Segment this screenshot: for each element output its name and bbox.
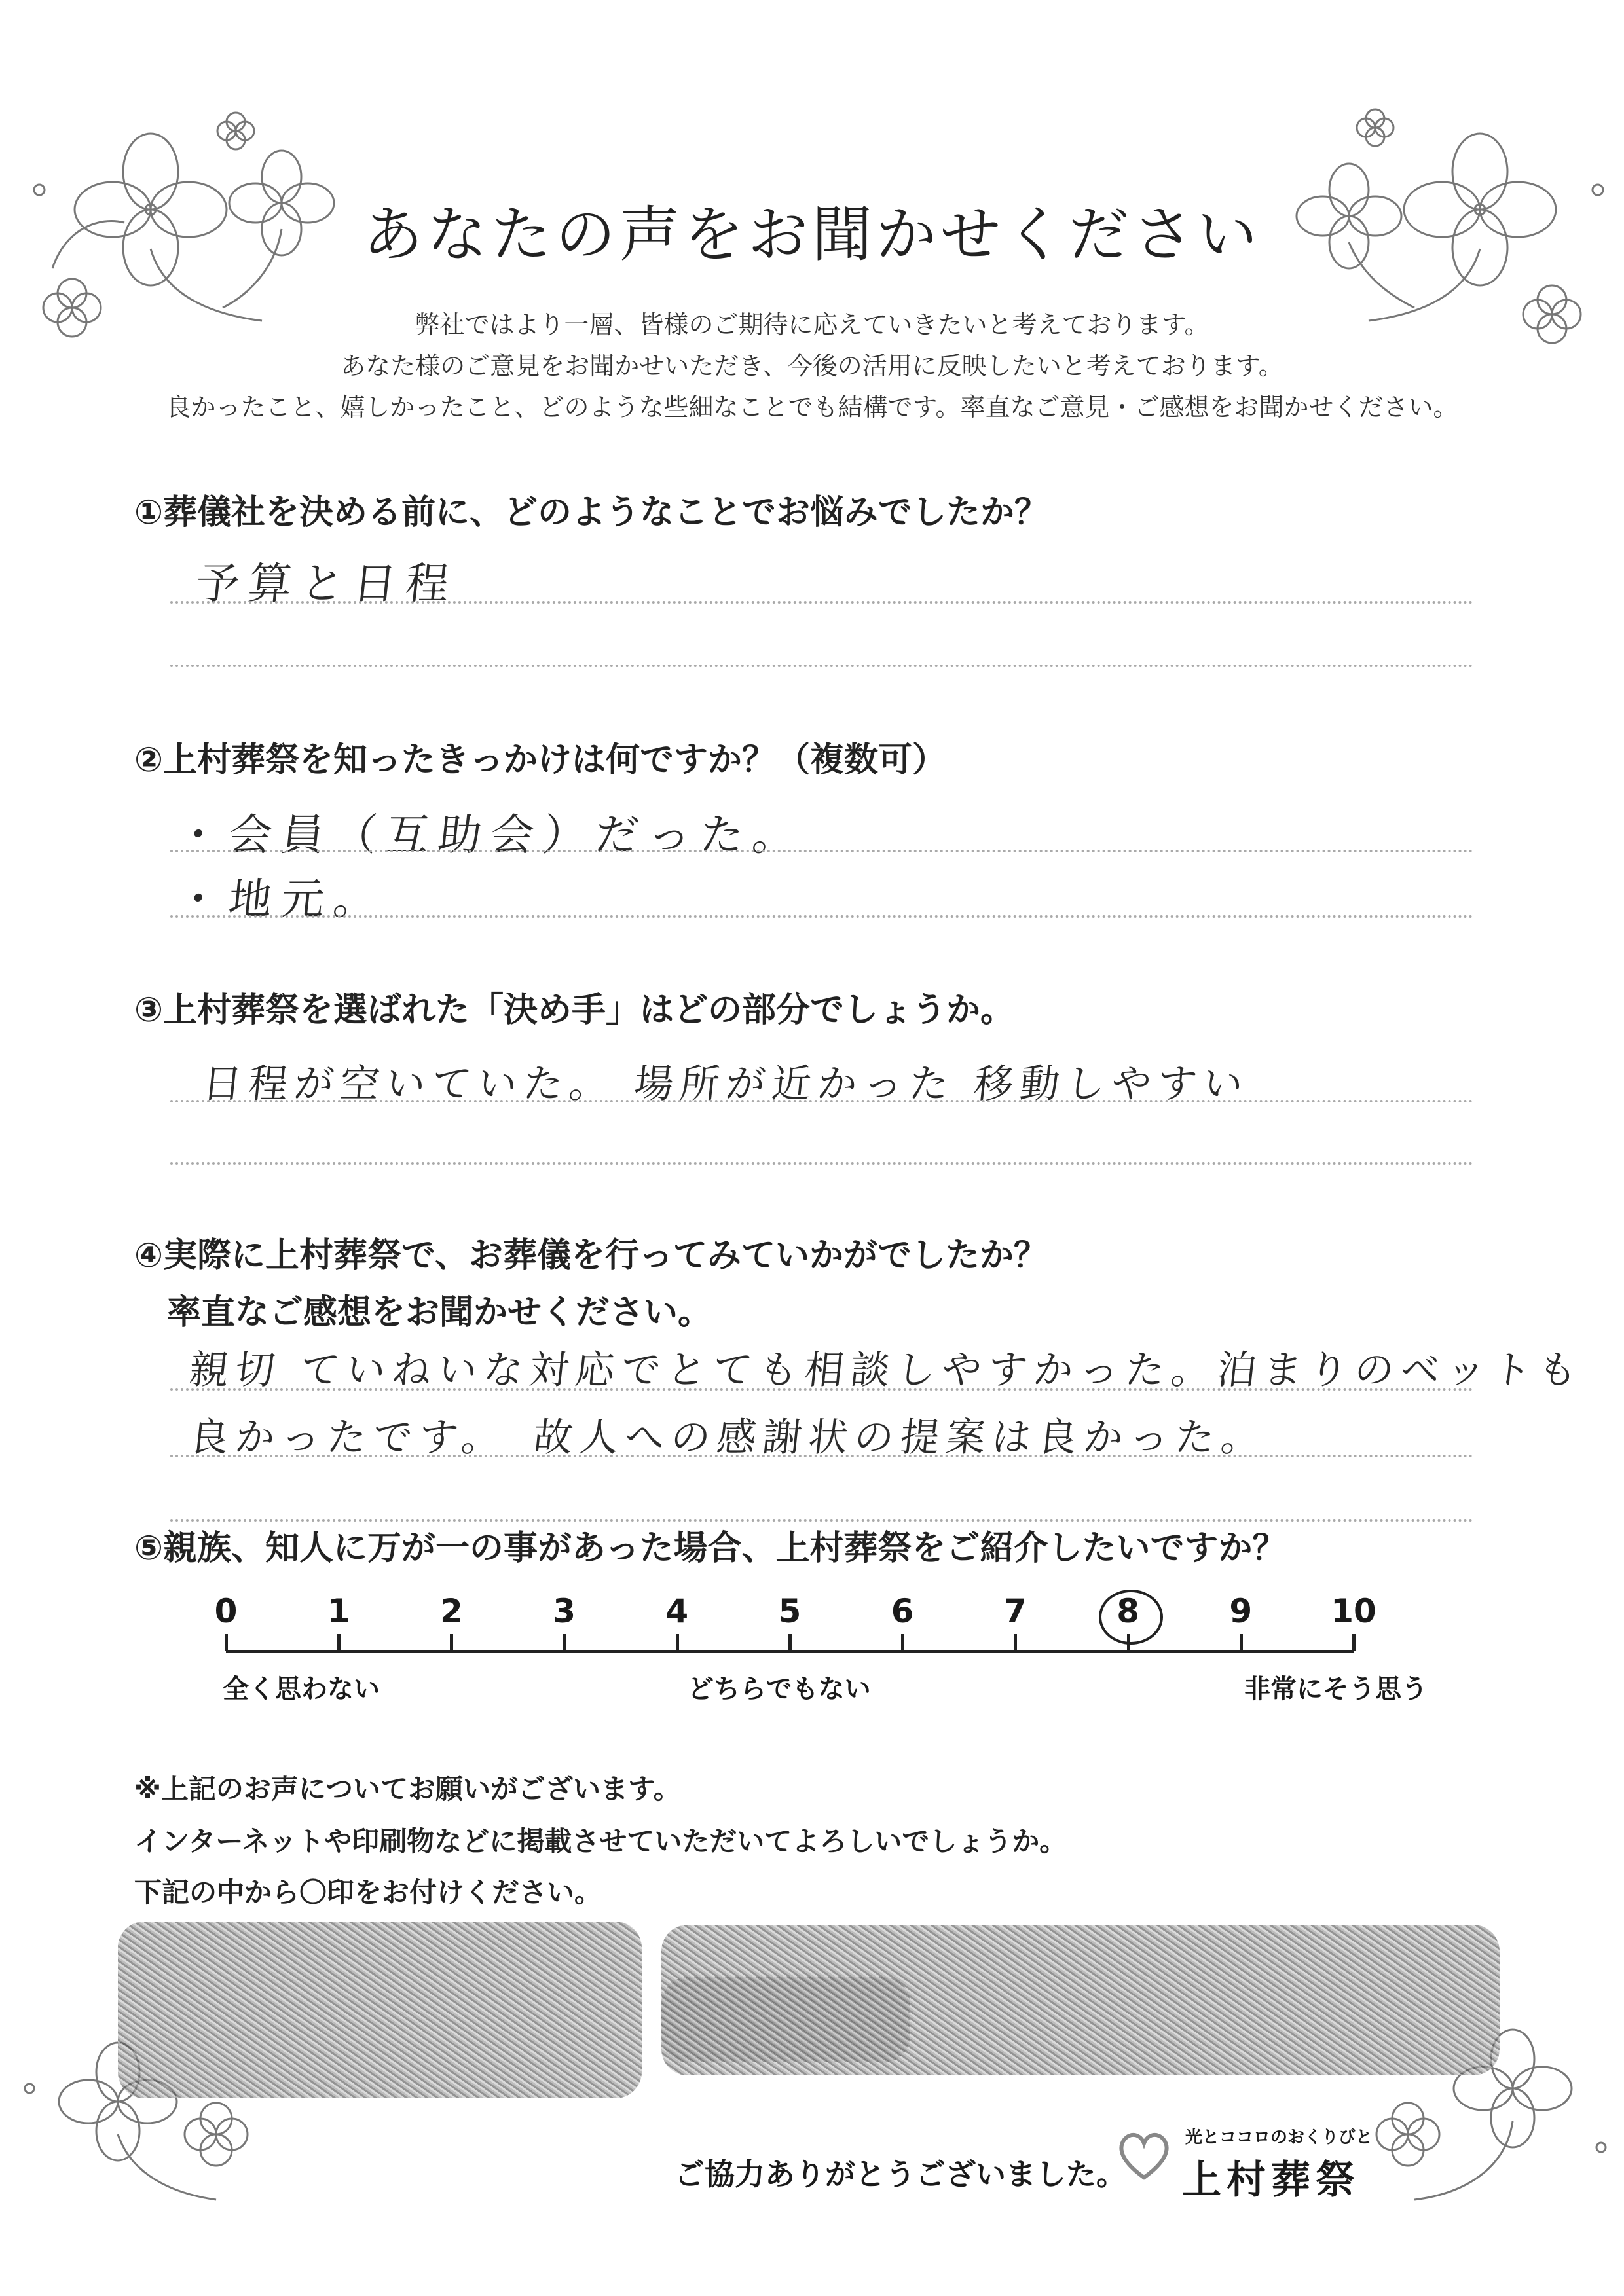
- notice-line-1: ※上記のお声についてお願いがございます。: [134, 1773, 681, 1805]
- redacted-area-left: [118, 1922, 642, 2098]
- answer-rule: [170, 915, 1473, 918]
- question-1-answer[interactable]: 予算と日程: [193, 558, 461, 609]
- question-3-answer[interactable]: 日程が空いていた。 場所が近かった 移動しやすい: [200, 1061, 1252, 1107]
- scale-number-9[interactable]: 9: [1229, 1592, 1253, 1630]
- answer-rule: [170, 601, 1473, 604]
- question-5-label: ⑤親族、知人に万が一の事があった場合、上村葬祭をご紹介したいですか？: [134, 1529, 1287, 1568]
- scale-number-10[interactable]: 10: [1331, 1592, 1376, 1630]
- notice-line-3: 下記の中から〇印をお付けください。: [134, 1876, 602, 1908]
- scale-label-high: 非常にそう思う: [1244, 1674, 1428, 1704]
- answer-rule: [170, 850, 1473, 852]
- answer-rule: [170, 1100, 1473, 1102]
- logo-name: 上村葬祭: [1182, 2157, 1360, 2203]
- scale-tick-4: [676, 1634, 679, 1651]
- question-3-label: ③上村葬祭を選ばれた「決め手」はどの部分でしょうか。: [134, 991, 1015, 1030]
- question-4-answer-1[interactable]: 親切 ていねいな対応でとても相談しやすかった。泊まりのベットも: [187, 1347, 1587, 1393]
- rating-selected-circle: [1099, 1590, 1163, 1645]
- scale-tick-1: [337, 1634, 341, 1651]
- scale-label-mid: どちらでもない: [688, 1674, 871, 1704]
- answer-rule: [170, 665, 1473, 667]
- logo-tagline: 光とココロのおくりびと: [1185, 2128, 1373, 2147]
- redacted-area-center: [661, 1977, 910, 2062]
- heart-logo-icon: [1115, 2125, 1173, 2184]
- scale-number-2[interactable]: 2: [439, 1592, 463, 1630]
- scale-tick-10: [1352, 1634, 1356, 1651]
- scale-tick-6: [901, 1634, 904, 1651]
- scale-number-4[interactable]: 4: [665, 1592, 689, 1630]
- scale-number-5[interactable]: 5: [778, 1592, 802, 1630]
- answer-rule: [170, 1388, 1473, 1391]
- intro-line-2: あなた様のご意見をお聞かせいただき、今後の活用に反映したいと考えております。: [341, 352, 1283, 380]
- scale-tick-0: [225, 1634, 228, 1651]
- scale-number-1[interactable]: 1: [327, 1592, 350, 1630]
- scale-number-0[interactable]: 0: [214, 1592, 238, 1630]
- answer-rule: [170, 1162, 1473, 1165]
- intro-line-3: 良かったこと、嬉しかったこと、どのような些細なことでも結構です。率直なご意見・ご感想をお聞かせください。: [166, 393, 1458, 422]
- question-2-label: ②上村葬祭を知ったきっかけは何ですか？（複数可）: [134, 740, 947, 780]
- scale-tick-9: [1240, 1634, 1243, 1651]
- scale-number-8[interactable]: 8: [1116, 1592, 1139, 1630]
- question-4-sublabel: 率直なご感想をお聞かせください。: [167, 1293, 712, 1332]
- scale-number-7[interactable]: 7: [1003, 1592, 1027, 1630]
- scale-tick-5: [788, 1634, 792, 1651]
- scale-number-6[interactable]: 6: [891, 1592, 914, 1630]
- question-2-answer-2[interactable]: ・地元。: [174, 874, 389, 924]
- scale-label-low: 全く思わない: [223, 1674, 380, 1704]
- notice-line-2: インターネットや印刷物などに掲載させていただいてよろしいでしょうか。: [134, 1825, 1067, 1857]
- question-4-answer-2[interactable]: 良かったです。 故人への感謝状の提案は良かった。: [187, 1415, 1270, 1461]
- intro-line-1: 弊社ではより一層、皆様のご期待に応えていきたいと考えております。: [415, 310, 1209, 339]
- scale-number-3[interactable]: 3: [553, 1592, 576, 1630]
- scale-tick-7: [1014, 1634, 1017, 1651]
- question-2-answer-1[interactable]: ・会員（互助会）だった。: [174, 810, 808, 860]
- thanks-message: ご協力ありがとうございました。: [674, 2157, 1126, 2192]
- question-4-label: ④実際に上村葬祭で、お葬儀を行ってみていかがでしたか？: [134, 1236, 1048, 1275]
- scale-tick-3: [563, 1634, 566, 1651]
- answer-rule: [170, 1455, 1473, 1457]
- scale-tick-2: [450, 1634, 453, 1651]
- page-title: あなたの声をお聞かせください: [362, 200, 1261, 270]
- question-1-label: ①葬儀社を決める前に、どのようなことでお悩みでしたか？: [134, 493, 1049, 532]
